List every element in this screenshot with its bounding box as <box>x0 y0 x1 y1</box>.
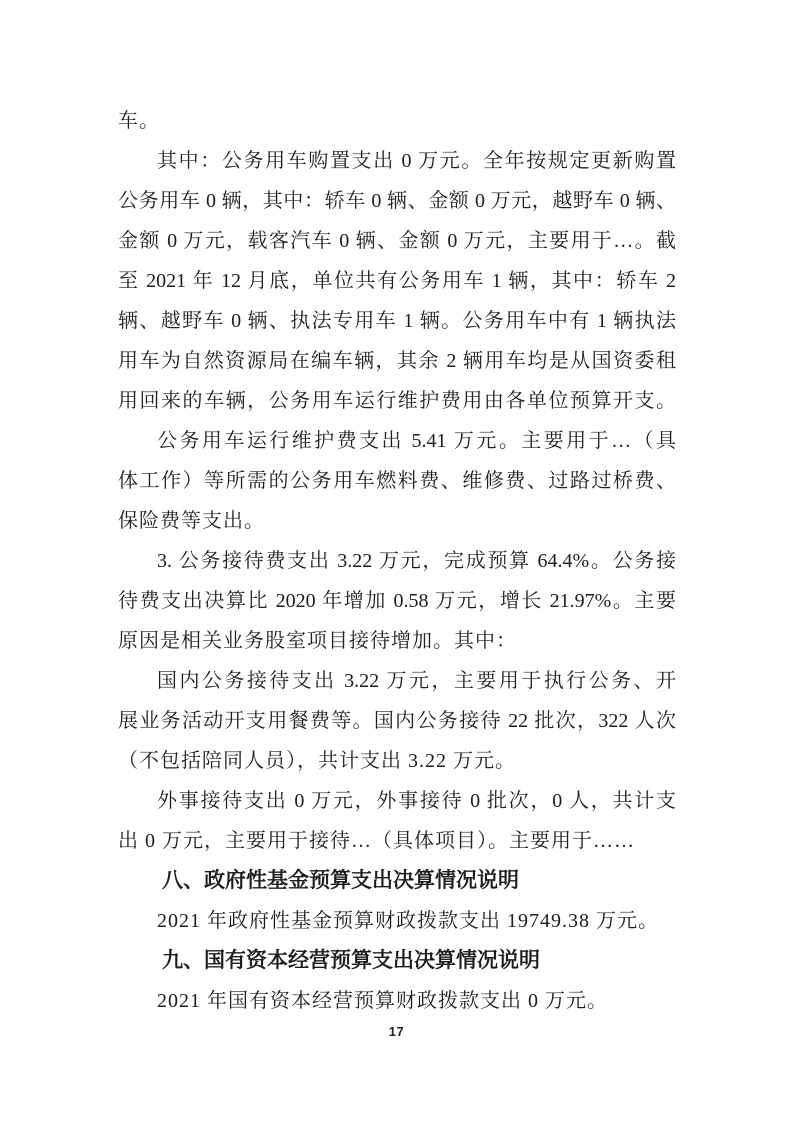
text-line: 外事接待支出 0 万元，外事接待 0 批次，0 人，共计支 <box>157 790 676 812</box>
paragraph <box>118 141 676 421</box>
document-body <box>118 101 676 1021</box>
paragraph <box>118 541 676 661</box>
text-line: （不包括陪同人员），共计支出 3.22 万元。 <box>118 750 516 772</box>
text-line: 2021 年国有资本经营预算财政拨款支出 0 万元。 <box>157 990 608 1012</box>
paragraph <box>118 421 676 541</box>
heading-line: 八、政府性基金预算支出决算情况说明 <box>162 869 519 892</box>
text-line: 2021 年政府性基金预算财政拨款支出 19749.38 万元。 <box>157 910 659 932</box>
text-line: 原因是相关业务股室项目接待增加。其中： <box>118 630 517 652</box>
text-line: 体工作）等所需的公务用车燃料费、维修费、过路过桥费、 <box>118 470 676 492</box>
paragraph <box>118 101 676 141</box>
heading-line: 九、国有资本经营预算支出决算情况说明 <box>162 949 540 972</box>
text-line: 保险费等支出。 <box>118 510 265 532</box>
text-line: 车。 <box>118 110 160 132</box>
text-line: 至 2021 年 12 月底，单位共有公务用车 1 辆，其中：轿车 2 <box>118 270 676 292</box>
paragraph <box>118 981 676 1021</box>
text-line: 公务用车 0 辆，其中：轿车 0 辆、金额 0 万元，越野车 0 辆、 <box>118 190 676 212</box>
paragraph <box>118 781 676 861</box>
text-line: 出 0 万元，主要用于接待…（具体项目）。主要用于…… <box>118 830 635 852</box>
text-line: 国内公务接待支出 3.22 万元，主要用于执行公务、开 <box>157 670 676 692</box>
page-number: 17 <box>388 1024 405 1039</box>
text-line: 金额 0 万元，载客汽车 0 辆、金额 0 万元，主要用于…。截 <box>118 230 676 252</box>
text-line: 用车为自然资源局在编车辆，其余 2 辆用车均是从国资委租 <box>118 350 676 372</box>
text-line: 展业务活动开支用餐费等。国内公务接待 22 批次，322 人次 <box>118 710 676 732</box>
text-line: 待费支出决算比 2020 年增加 0.58 万元，增长 21.97%。主要 <box>118 590 676 612</box>
paragraph <box>118 901 676 941</box>
section-heading <box>118 861 676 901</box>
text-line: 公务用车运行维护费支出 5.41 万元。主要用于…（具 <box>157 430 676 452</box>
text-line: 辆、越野车 0 辆、执法专用车 1 辆。公务用车中有 1 辆执法 <box>118 310 676 332</box>
text-line: 用回来的车辆，公务用车运行维护费用由各单位预算开支。 <box>118 390 676 412</box>
text-line: 其中：公务用车购置支出 0 万元。全年按规定更新购置 <box>157 150 676 172</box>
section-heading <box>118 941 676 981</box>
text-line: 3. 公务接待费支出 3.22 万元，完成预算 64.4%。公务接 <box>157 550 676 572</box>
paragraph <box>118 661 676 781</box>
